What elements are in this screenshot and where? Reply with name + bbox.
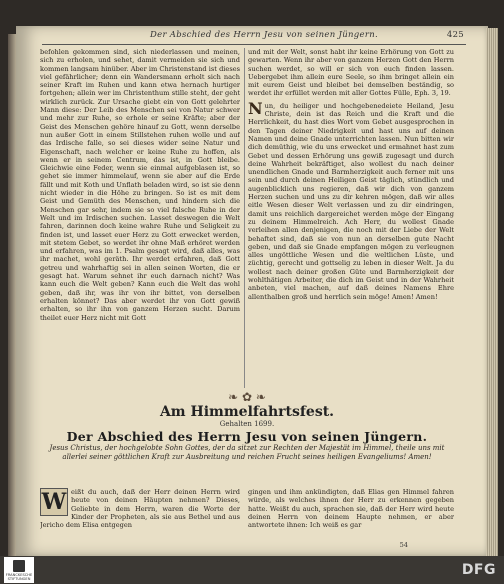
column-divider [244,48,245,388]
sermon-text-left-body: eißt du auch, daß der Herr deinen Herrn wird heute von deinen Häupten nehmen? Dieses, Geliebte in dem Herrn, waren die Worte der Kinder der Propheten, als sie aus Bethel und aus Jericho dem Elisa entgegen [40,488,240,530]
sermon-text-right: gingen und ihm ankündigten, daß Elias gen Himmel fahren würde, als welches ihnen der Herr zu erkennen gegeben hatte. Weißt du auch, sprachen sie, daß der Herr wird heute deinen Herrn von deinem Haupte nehmen, er aber antwortete ihnen: Ich weiß es gar [248,488,454,530]
column-right-paragraph-1: und mit der Welt, sonst habt ihr keine Erhörung von Gott zu gewarten. Wenn ihr aber von ganzem Herzen Gott den Herrn suchen werdet, so will er sich von euch finden lassen. Uebergebet ihm allein eure Seele, so ihm bringet allein ein mit eurem Geist und bleibet bei demselben beständig, so werdet ihr erfüllet werden mit aller Gottes Fülle, Eph. 3, 19. [248,48,454,98]
francke-logo [4,557,34,583]
francke-logo-caption: FRANCKESCHE STIFTUNGEN [5,573,33,581]
sermon-title: Der Abschied des Herrn Jesu von seinen Jüngern. [66,429,428,444]
sermon-text-left [40,488,240,556]
page-fore-edge [486,28,498,556]
opening-prayer: Jesus Christus, der hochgelobte Sohn Gottes, der da sitzet zur Rechten der Majestät im Himmel, theile uns mit allerlei seiner göttlichen Kraft zur Ausbreitung und reichen Frucht seines heiligen Evangeliums! Amen! [49,444,445,461]
signature-mark: 54 [399,541,408,549]
column-left-text: befohlen gekommen sind, sich niederlassen und meinen, sich zu erholen, und sehet, damit vermeiden sie sich und kommen langsam hinüber. Aber im Christenstand ist dieses viel gefährlicher; denn ein Wandersmann erholt sich nach seiner Kraft im Ruhen und kann etwa hernach hurtiger fortgehen; allein wer im Christenthum stille steht, der geht wirklich zurück. Zur Ursache giebt ein von Gott gelehrter Mann diese: Der Leib des Menschen sei von Natur schwer und mehr zur Ruhe, so erhole er seine Kräfte; aber der Geist des Menschen gehöre hinauf zu Gott, wenn derselbe nun außer Gott in einem Stillstehen ruhen wolle und auf das Irdische falle, so sei dieses wider seine Natur und Eigenschaft, nach welcher er keine Ruhe zu hoffen, als wenn er in seinem Centrum, das ist, in Gott bleibe. Gleichwie eine Feder, wenn sie einmal aufgeblasen ist, so gehet sie immer himmelauf, wenn sie aber auf die Erde fällt und mit Koth und Unflath beladen wird, so ist sie denn nicht wieder in die Höhe zu bringen. So ist es mit dem Geist und Gemüth des Menschen, und hindern sich die Menschen gar sehr, indem sie so viel falsche Ruhe in der Welt und im Irdischen suchen. Lasset deswegen die Welt fahren, darinnen doch keine wahre Ruhe und Seligkeit zu finden ist, und lasset euer Herz zu Gott erwecket werden, mit stetem Gebet, so werdet ihr ohne Maß erhöret werden und erfahren, was im 1. Psalm gesagt wird, daß alles, was ihr machet, wohl geräth. Ihr werdet erfahren, daß Gott getreu und wahrhaftig sei in allen seinen Worten, die er gesagt hat. Warum sehnet ihr euch darnach nicht? Was kann euch die Welt geben? Kann euch die Welt das wohl geben, daß ihr, was ihr von ihr bittet, von derselben erhalten könnet? Das aber werdet ihr von Gott gewiß erhalten, so ihr ihn von ganzem Herzen sucht. Darum theilet euer Herz nicht mit Gott [40,48,240,322]
page-number: 425 [446,30,464,40]
feast-year: Gehalten 1699. [219,420,275,428]
decorated-initial-w: W [41,489,67,515]
floral-ornament-icon: ❧ ✿ ❧ [228,390,266,404]
prayer-text: un, du heiliger und hochgebenedeiete Heiland, Jesu Christe, dein ist das Reich und die Kraft und die Herrlichkeit, du hast dies Wort vom Gebet ausgesprochen in den Tagen deiner Niedrigkeit und hast uns auf deinen Namen und deine Gnade unterrichten lassen. Nun bitten wir dich demüthig, wie du uns erwecket und ermahnet hast zum Gebet und dessen Erhörung uns gewiß zugesagt und durch deine Wahrheit bekräftiget, also wollest du nach deiner unendlichen Gnade und Barmherzigkeit auch ferner mit uns sein und durch deinen Heiligen Geist täglich, stündlich und augenblicklich uns regieren, daß wir dich von ganzem Herzen suchen und uns zu dir kehren mögen, daß wir alles eitle Wesen dieser Welt verlassen und zu dir eindringen, damit uns reichlich dargereichet werden möge der Eingang zu deinem Himmelreich. Ach Herr, du wollest Gnade verleihen allen denjenigen, die noch mit der Liebe der Welt behaftet sind, daß sie von nun an derselben gute Nacht geben, und daß sie Gnade empfangen mögen zu verleugnen alles ungöttliche Wesen und die weltlichen Lüste, und züchtig, gerecht und gottselig zu leben in dieser Welt. Ja du wollest nach deiner großen Güte und Barmherzigkeit der wohlthätigen Arbeiter, die dich im Geist und in der Wahrheit anbeten, viel machen, auf daß deines Namens Ehre allenthalben groß und herrlich sein möge! Amen! Amen! [248,101,454,301]
running-head-title: Der Abschied des Herrn Jesu von seinen Jüngern. [150,30,378,40]
francke-emblem-icon [13,560,25,572]
column-right-paragraph-2 [248,98,454,301]
book-page [16,26,488,556]
drop-initial-n: N [248,98,263,118]
section-heading [40,390,454,461]
running-head [44,30,464,44]
head-rule [42,44,466,45]
dfg-logo: DFG [461,562,496,578]
column-left [40,48,240,388]
column-right [248,48,454,388]
feast-title: Am Himmelfahrtsfest. [159,404,335,420]
footer-bar [0,556,504,584]
